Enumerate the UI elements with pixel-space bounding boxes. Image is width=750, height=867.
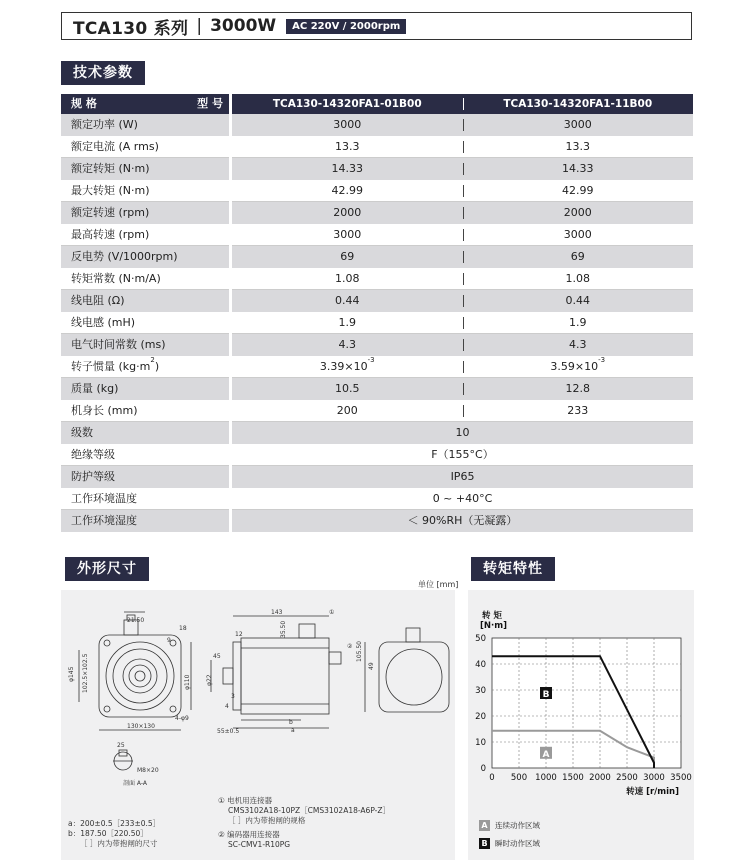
section-torque-title: 转矩特性: [471, 557, 555, 581]
svg-text:9: 9: [167, 637, 171, 644]
value-model-1: 0.44: [335, 294, 360, 307]
value-model-2: 233: [567, 404, 589, 417]
row-values: [232, 312, 693, 334]
y-tick-label: 20: [475, 712, 486, 722]
value-model-2: 14.33: [562, 162, 594, 175]
section-specs-title: 技术参数: [61, 61, 145, 85]
row-label: 电气时间常数 (ms): [61, 334, 229, 356]
svg-text:143: 143: [271, 609, 283, 616]
table-row: [61, 180, 693, 202]
header-models: [232, 94, 693, 114]
header-right-text: 型 号: [197, 97, 223, 110]
table-row: [61, 356, 693, 378]
section-label: 剖面 A-A: [123, 780, 148, 787]
x-tick-label: 0: [489, 773, 495, 783]
connector-notes: [218, 796, 390, 850]
value-merged: F（155°C）: [431, 448, 494, 461]
row-values: [232, 488, 693, 510]
x-tick-label: 3000: [643, 773, 665, 783]
note-brake: ［ ］内为带抱闸的尺寸: [80, 839, 158, 848]
table-row: [61, 334, 693, 356]
value-merged: ＜ 90%RH（无凝露）: [407, 514, 518, 527]
series-title: TCA130 系列: [73, 18, 189, 39]
x-tick-label: 1500: [562, 773, 584, 783]
x-tick-label: 2000: [589, 773, 611, 783]
value-model-2: 3000: [563, 228, 592, 241]
svg-text:130×130: 130×130: [127, 723, 155, 730]
value-model-2: $3.59\times 10^{-3}$: [550, 356, 606, 373]
unit-label: 单位 [mm]: [418, 580, 459, 589]
note-a: a：200±0.5［233±0.5］: [68, 819, 161, 828]
table-row: [61, 246, 693, 268]
x-tick-label: 2500: [616, 773, 638, 783]
legend-b: [479, 838, 540, 849]
row-values: [232, 202, 693, 224]
svg-text:b: b: [289, 719, 293, 726]
table-row: [61, 422, 693, 444]
value-merged: IP65: [450, 470, 475, 483]
row-values: [232, 114, 693, 136]
x-axis-label: 转速 [r/min]: [626, 787, 679, 797]
note-b: b：187.50［220.50］: [68, 829, 148, 838]
svg-text:φ110: φ110: [184, 674, 191, 690]
row-values: [232, 268, 693, 290]
rear-view: [379, 642, 449, 712]
row-values: [232, 224, 693, 246]
side-connector-1: [299, 624, 315, 638]
power-rating: 3000W: [210, 16, 277, 36]
ab-notes: [68, 819, 160, 849]
model-1: TCA130-14320FA1-01B00: [272, 98, 422, 110]
y-axis-label: 转 矩: [482, 611, 502, 621]
table-row: [61, 488, 693, 510]
value-model-1: 200: [336, 404, 358, 417]
value-model-2: 3000: [563, 118, 592, 131]
value-model-2: 13.3: [565, 140, 590, 153]
row-label: 线电阻 (Ω): [61, 290, 229, 312]
row-label: 机身长 (mm): [61, 400, 229, 422]
table-row: [61, 136, 693, 158]
value-model-2: 2000: [563, 206, 592, 219]
front-flange: [99, 635, 181, 717]
svg-text:φ22: φ22: [206, 674, 213, 686]
table-row: [61, 268, 693, 290]
side-connector-2: [329, 652, 341, 664]
conn1-title: ① 电机用连接器: [218, 796, 273, 805]
svg-text:102.5×102.5: 102.5×102.5: [82, 653, 89, 693]
row-label: 级数: [61, 422, 229, 444]
table-row: [61, 290, 693, 312]
svg-text:49: 49: [368, 662, 375, 670]
row-label: 额定功率 (W): [61, 114, 229, 136]
plot-area: [492, 638, 681, 768]
value-model-1: 4.3: [338, 338, 356, 351]
row-values: [232, 400, 693, 422]
series-a-label: A: [542, 749, 550, 760]
row-label: 最高转速 (rpm): [61, 224, 229, 246]
row-values: [232, 510, 693, 532]
value-model-1: 1.9: [338, 316, 356, 329]
y-tick-label: 50: [475, 634, 486, 644]
legend-a: [479, 820, 540, 831]
row-values: [232, 466, 693, 488]
row-label: 质量 (kg): [61, 378, 229, 400]
svg-text:3: 3: [231, 693, 235, 700]
table-header: [61, 94, 693, 114]
value-model-1: 3000: [333, 118, 362, 131]
table-row: [61, 378, 693, 400]
legend-b-box: B: [479, 838, 490, 849]
value-model-1: 2000: [333, 206, 362, 219]
row-values: [232, 356, 693, 378]
table-row: [61, 444, 693, 466]
value-model-2: 69: [570, 250, 585, 263]
svg-text:a: a: [291, 727, 295, 734]
conn1-note: ［ ］内为带抱闸的规格: [228, 816, 306, 825]
row-label: 额定转速 (rpm): [61, 202, 229, 224]
value-model-1: 14.33: [331, 162, 363, 175]
value-model-1: 10.5: [335, 382, 360, 395]
row-label: 转子惯量 $(kg\cdot m^2)$: [61, 356, 229, 378]
svg-text:35.50: 35.50: [280, 620, 287, 638]
table-row: [61, 114, 693, 136]
y-tick-label: 10: [475, 738, 486, 748]
value-model-1: 3000: [333, 228, 362, 241]
row-values: [232, 334, 693, 356]
spec-table: [61, 94, 693, 532]
row-values: [232, 378, 693, 400]
legend-a-box: A: [479, 820, 490, 831]
svg-text:φ145: φ145: [68, 666, 75, 682]
svg-text:12: 12: [235, 631, 243, 638]
legend-a-text: 连续动作区域: [495, 821, 540, 830]
y-tick-label: 0: [480, 764, 486, 774]
value-model-2: 1.08: [565, 272, 590, 285]
table-row: [61, 312, 693, 334]
series-b-label: B: [542, 690, 550, 700]
y-axis-unit: [N·m]: [480, 621, 507, 631]
row-label: 额定转矩 (N·m): [61, 158, 229, 180]
row-label: 防护等级: [61, 466, 229, 488]
svg-text:M8×20: M8×20: [137, 767, 159, 774]
row-values: [232, 246, 693, 268]
table-row: [61, 400, 693, 422]
row-label: 额定电流 (A rms): [61, 136, 229, 158]
svg-text:105.50: 105.50: [356, 641, 363, 662]
table-row: [61, 202, 693, 224]
row-label: 线电感 (mH): [61, 312, 229, 334]
conn1-model: CMS3102A18-10PZ［CMS3102A18-A6P-Z］: [228, 806, 391, 815]
shaft: [223, 668, 233, 684]
value-model-1: $3.39\times 10^{-3}$: [319, 356, 375, 373]
row-label: 最大转矩 (N·m): [61, 180, 229, 202]
header-left-text: 规 格: [71, 97, 97, 110]
header-bar: [61, 12, 692, 40]
value-model-1: 42.99: [331, 184, 363, 197]
svg-text:21.50: 21.50: [127, 617, 145, 624]
header-divider: |: [196, 16, 203, 36]
side-body: [241, 638, 329, 714]
row-values: [232, 422, 693, 444]
svg-text:55±0.5: 55±0.5: [217, 728, 240, 735]
value-model-1: 69: [340, 250, 355, 263]
y-tick-label: 30: [475, 686, 486, 696]
row-values: [232, 180, 693, 202]
value-model-2: 0.44: [565, 294, 590, 307]
section-dimensions-title: 外形尺寸: [65, 557, 149, 581]
table-row: [61, 510, 693, 532]
row-values: [232, 444, 693, 466]
row-label: 工作环境温度: [61, 488, 229, 510]
value-model-1: 1.08: [335, 272, 360, 285]
y-tick-label: 40: [475, 660, 486, 670]
row-label: 转矩常数 (N·m/A): [61, 268, 229, 290]
legend-b-text: 瞬时动作区域: [495, 839, 540, 848]
conn2-title: ② 编码器用连接器: [218, 830, 280, 839]
model-2: TCA130-14320FA1-11B00: [503, 98, 653, 110]
table-row: [61, 224, 693, 246]
svg-text:②: ②: [347, 643, 353, 650]
x-tick-label: 500: [510, 773, 528, 783]
row-label: 绝缘等级: [61, 444, 229, 466]
table-row: [61, 158, 693, 180]
value-merged: 0 ~ +40°C: [432, 492, 493, 505]
row-label: 反电势 (V/1000rpm): [61, 246, 229, 268]
svg-text:4-φ9: 4-φ9: [175, 715, 189, 722]
svg-text:4: 4: [225, 703, 229, 710]
value-model-2: 1.9: [569, 316, 587, 329]
voltage-badge: AC 220V / 2000rpm: [286, 19, 406, 34]
row-values: [232, 136, 693, 158]
svg-text:45: 45: [213, 653, 221, 660]
row-label: 工作环境湿度: [61, 510, 229, 532]
x-tick-label: 1000: [535, 773, 557, 783]
value-model-2: 12.8: [565, 382, 590, 395]
table-row: [61, 466, 693, 488]
value-model-2: 4.3: [569, 338, 587, 351]
svg-text:①: ①: [329, 609, 335, 616]
value-merged: 10: [455, 426, 470, 439]
value-model-2: 42.99: [562, 184, 594, 197]
conn2-model: SC-CMV1-R10PG: [228, 840, 291, 849]
row-values: [232, 290, 693, 312]
svg-text:25: 25: [117, 742, 125, 749]
x-tick-label: 3500: [670, 773, 692, 783]
row-values: [232, 158, 693, 180]
value-model-1: 13.3: [335, 140, 360, 153]
header-spec-label: [61, 94, 229, 114]
svg-text:18: 18: [179, 625, 187, 632]
